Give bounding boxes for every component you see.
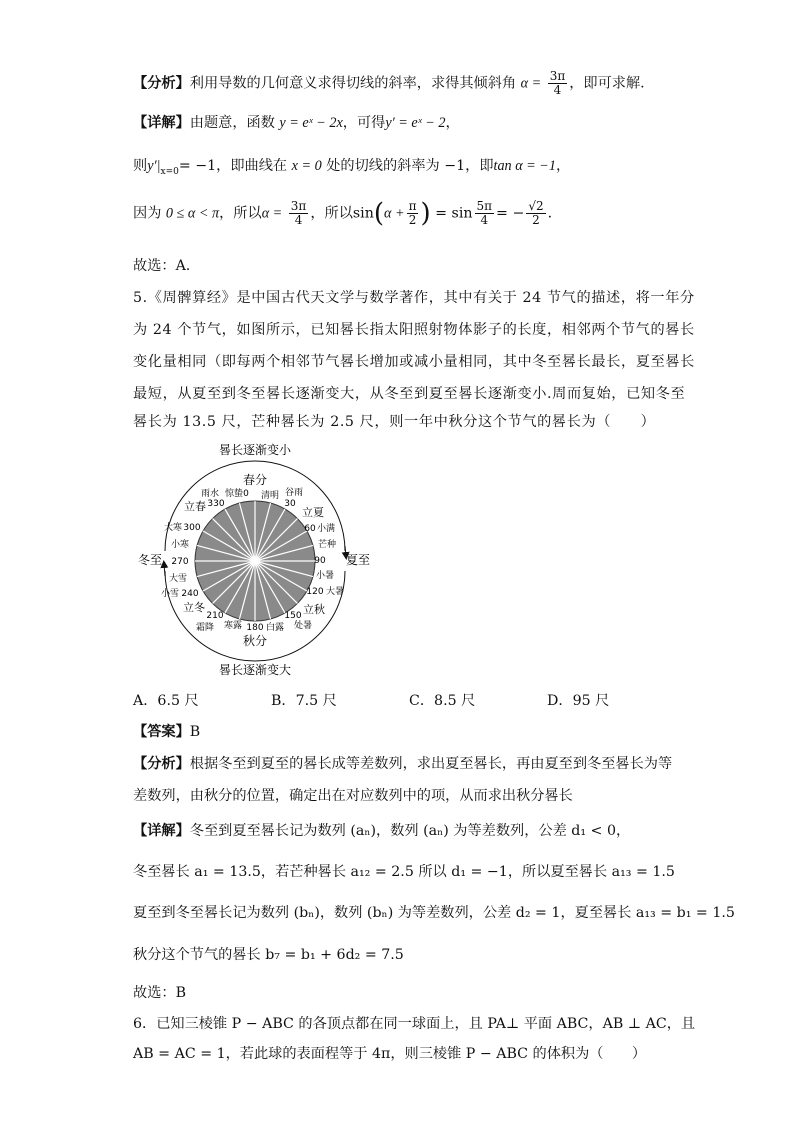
sub: x=0 [160,166,179,177]
label-lixia: 立夏 [302,506,324,519]
label-guyu: 谷雨 [284,488,304,498]
analysis-text-end: ，即可求解. [569,75,645,92]
label-chunfen: 春分 [242,473,268,487]
question-5-line-3: 变化量相同（即每两个相邻节气晷长增加或减小量相同，其中冬至晷长最长，夏至晷长 [133,354,695,370]
alpha-eq: α = [520,75,542,92]
label-qiufen: 秋分 [242,634,268,648]
analysis-line-1 [133,70,645,97]
expr: tan α = −1 [493,158,556,174]
num-180: 180 [246,623,264,633]
answer-tag: 【答案】 [133,724,190,740]
option-c[interactable]: C．8.5 尺 [409,693,476,709]
text: = −1，即曲线在 [178,158,288,174]
solar-terms-diagram [130,436,380,681]
label-lidong: 立冬 [183,601,205,614]
expr: 0 ≤ α < π [165,205,220,222]
question-5-line-5: 晷长为 13.5 尺，芒种晷长为 2.5 尺，则一年中秋分这个节气的晷长为（ ） [133,414,656,430]
detail2-text: 冬至到夏至晷长记为数列 (aₙ)，数列 (aₙ) 为等差数列，公差 d₁ < 0， [189,823,631,839]
label-xiaoshu: 小暑 [315,571,335,581]
label-dahan: 大寒 [163,523,183,533]
num-120: 120 [306,587,324,597]
analysis2-tag: 【分析】 [133,756,190,772]
expr: α = [261,205,283,222]
num-150: 150 [284,611,302,621]
question-5-line-1: 5.《周髀算经》是中国古代天文学与数学著作，其中有关于 24 节气的描述，将一年分 [133,290,695,306]
expr: x = 0 [291,158,322,174]
question-5-line-4: 最短，从夏至到冬至晷长逐渐变大，从冬至到夏至晷长逐渐变小.周而复始，已知冬至 [133,386,686,402]
num-330: 330 [207,499,225,509]
option-a[interactable]: A．6.5 尺 [133,693,199,709]
choose-line-2: 故选：B [133,985,186,1001]
num-270: 270 [171,557,189,567]
label-xiaohan: 小寒 [170,540,190,550]
detail-text-c: ， [445,115,460,131]
num-90: 90 [314,556,326,566]
analysis2-line-1 [133,754,672,774]
detail2-tag: 【详解】 [133,823,190,839]
num-210: 210 [206,611,224,621]
label-hanlu: 寒露 [223,621,243,631]
text: 处的切线的斜率为 −1，即 [326,158,494,174]
num-240: 240 [181,589,199,599]
label-xiaoxue: 小雪 [160,589,180,599]
label-xiazhi: 夏至 [345,553,371,567]
label-yushui: 雨水 [200,489,220,499]
label-dongzhi: 冬至 [137,553,163,567]
question-5-line-2: 为 24 个节气，如图所示，已知晷长指太阳照射物体影子的长度，相邻两个节气的晷长 [133,322,695,338]
analysis-text: 利用导数的几何意义求得切线的斜率，求得其倾斜角 [189,75,517,92]
detail-text: 由题意，函数 [189,115,275,131]
num-300: 300 [183,523,201,533]
analysis2-line-2: 差数列，由秋分的位置，确定出在对应数列中的项，从而求出秋分晷长 [133,788,573,804]
detail-tag: 【详解】 [133,115,190,131]
analysis2-text: 根据冬至到夏至的晷长成等差数列，求出夏至晷长，再由夏至到冬至晷长为等 [189,756,673,772]
detail2-line-3: 夏至到冬至晷长记为数列 (bₙ)，数列 (bₙ) 为等差数列，公差 d₂ = 1，夏至晷长 a₁₃ = b₁ = 1.5 [133,905,735,921]
label-mangzhong: 芒种 [317,540,337,550]
expr: y′| [147,158,161,174]
expr: sin [352,205,374,222]
fraction: $\frac{√2}{2}$ [528,199,544,227]
expr: α + [384,205,405,222]
label-lichun: 立春 [184,500,206,513]
text: 则 [133,158,148,174]
label-jingzhe: 惊蛰 [224,489,244,499]
answer-value: B [189,724,201,740]
num-60: 60 [304,524,316,534]
fraction: $\frac{\pi}{2}$ [408,199,417,227]
text: ，所以 [219,205,262,222]
text: ，所以 [310,205,353,222]
question-6-line-2: AB = AC = 1，若此球的表面程等于 4π，则三棱锥 P − ABC 的体积为（ ） [133,1046,647,1062]
detail-line-1 [133,113,460,133]
answer-line [133,722,200,742]
detail-line-3: 因为 0 ≤ α < π，所以α = $\frac{3\pi}{4}$ ，所以sin(α + $\frac{\pi}{2}$ ) = sin $\frac{5\pi}{4}$ = − $\frac{√2}{2}$ . [133,198,553,229]
text: 因为 [133,205,162,222]
detail2-line-1 [133,821,630,841]
choose-line-1: 故选：A. [133,258,191,274]
expr: = − [496,205,525,222]
text: . [547,205,553,222]
derivative-expr: y′ = eˣ − 2 [385,115,446,131]
num-30: 30 [284,499,296,509]
option-b[interactable]: B．7.5 尺 [271,693,337,709]
detail-text-b: ，可得 [342,115,386,131]
function-expr: y = eˣ − 2x [279,115,343,131]
analysis-tag: 【分析】 [133,75,190,92]
option-d[interactable]: D．95 尺 [547,693,610,709]
fraction: $\frac{5\pi}{4}$ [476,199,493,227]
label-xiaoman: 小满 [316,524,336,534]
label-bailu: 白露 [265,623,285,633]
detail2-line-4: 秋分这个节气的晷长 b₇ = b₁ + 6d₂ = 7.5 [133,947,404,963]
label-dashu: 大暑 [325,587,345,597]
label-chushu: 处暑 [293,621,313,631]
label-daxue: 大雪 [168,574,188,584]
fraction: $\frac{3\pi}{4}$ [290,199,307,227]
bottom-caption: 晷长逐渐变大 [218,663,292,677]
fraction-3pi-4: $\frac{3\pi}{4}$ [549,69,566,97]
wheel [195,501,315,621]
top-caption: 晷长逐渐变小 [218,443,292,457]
text: ， [555,158,571,174]
num-0: 0 [243,489,249,499]
question-6-line-1: 6．已知三棱锥 P − ABC 的各顶点都在同一球面上，且 PA⊥ 平面 ABC，AB ⊥ AC，且 [133,1016,696,1032]
arrow-left [164,564,165,576]
detail2-line-2: 冬至晷长 a₁ = 13.5，若芒种晷长 a₁₂ = 2.5 所以 d₁ = −1，所以夏至晷长 a₁₃ = 1.5 [133,864,675,880]
detail-line-2 [133,156,570,182]
expr: = sin [435,205,473,222]
label-liqiu: 立秋 [303,603,325,616]
label-shuangjiang: 霜降 [195,623,215,633]
label-qingming: 清明 [260,491,280,501]
